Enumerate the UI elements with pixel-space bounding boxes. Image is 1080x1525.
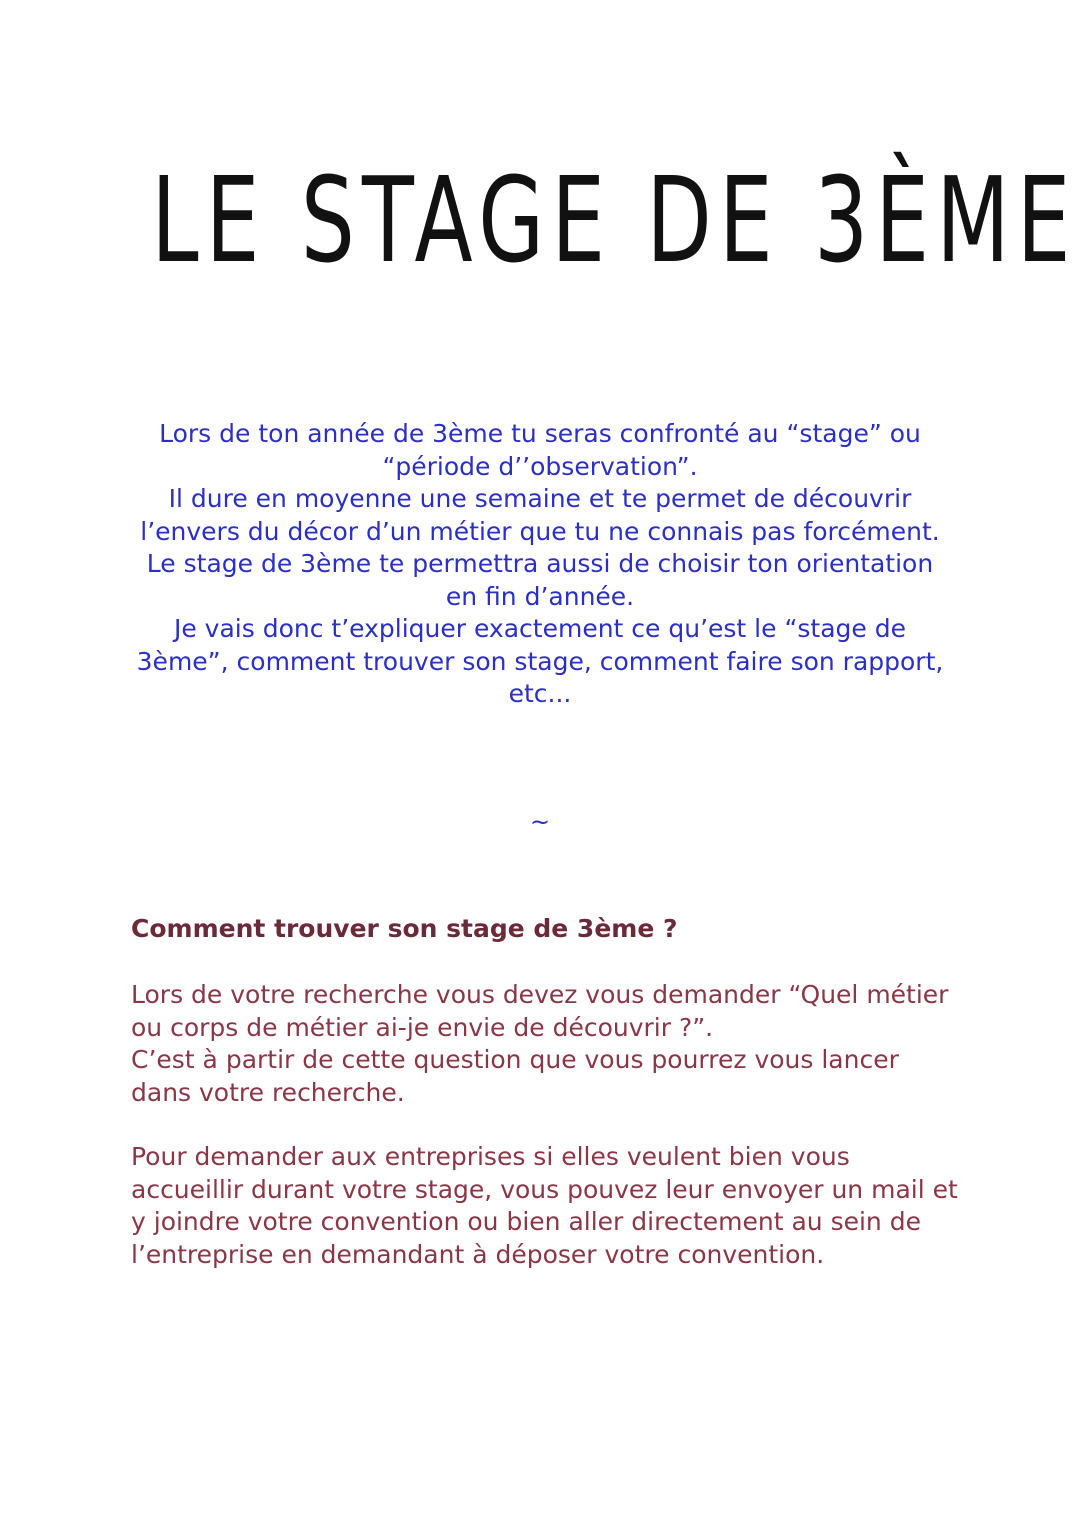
intro-paragraph: Lors de ton année de 3ème tu seras confronté au “stage” ou “période d’’observation”. — [159, 419, 921, 481]
section-body — [131, 979, 961, 1303]
intro-block — [130, 418, 950, 711]
intro-paragraph: Le stage de 3ème te permettra aussi de choisir ton orientation en fin d’année. — [146, 549, 934, 611]
intro-paragraph: Je vais donc t’expliquer exactement ce qu’est le “stage de 3ème”, comment trouver son stage, comment faire son rapport, etc... — [136, 614, 944, 708]
separator: ~ — [529, 808, 551, 836]
section-paragraph: C’est à partir de cette question que vous pourrez vous lancer dans votre recherche. — [131, 1045, 899, 1107]
section-paragraph: Lors de votre recherche vous devez vous demander “Quel métier ou corps de métier ai-je envie de découvrir ?”. — [131, 980, 949, 1042]
page-title: LE STAGE DE 3ÈME — [151, 151, 1078, 289]
intro-paragraph: Il dure en moyenne une semaine et te permet de découvrir l’envers du décor d’un métier que tu ne connais pas forcément. — [140, 484, 940, 546]
section-paragraph: Pour demander aux entreprises si elles veulent bien vous accueillir durant votre stage, vous pouvez leur envoyer un mail et y joindre votre convention ou bien aller directement au sein de l’entreprise en demandant à déposer votre convention. — [131, 1142, 958, 1269]
section-heading: Comment trouver son stage de 3ème ? — [131, 914, 678, 943]
